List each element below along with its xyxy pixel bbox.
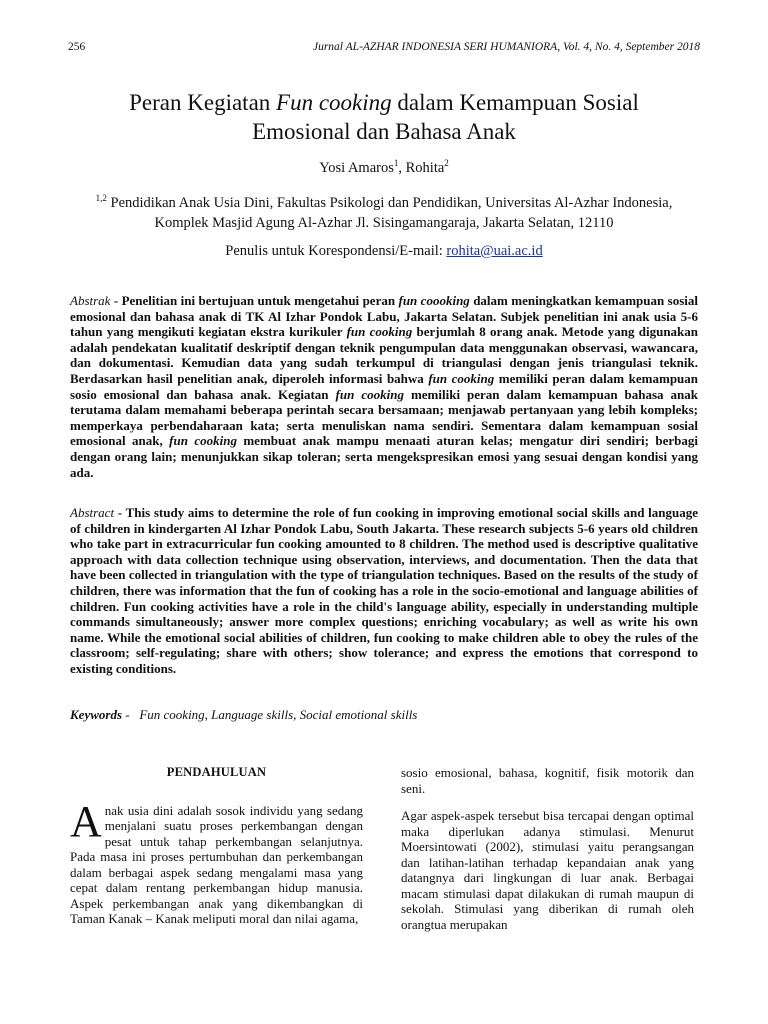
body-paragraph: Agar aspek-aspek tersebut bisa tercapai dengan optimal maka diperlukan adanya stimulasi. Menurut Moersintowati (2002), stimulasi yaitu perangsangan dan latihan-latihan terhadap kepandaian anak yang datangnya dari lingkungan di luar anak. Berbagai macam stimulasi dapat dilakukan di rumah maupun di sekolah. Stimulasi yang diberikan di rumah oleh orangtua merupakan — [401, 808, 694, 932]
affiliation — [70, 188, 698, 233]
abstract-term: fun cooking — [169, 433, 237, 449]
email-link[interactable]: rohita@uai.ac.id — [446, 243, 543, 259]
affiliation-mark: 1,2 — [95, 193, 107, 203]
abstract-text: - Penelitian ini bertujuan untuk mengetahui peran — [110, 293, 399, 308]
correspondence — [70, 243, 698, 260]
title-part-2: dalam Kemampuan Sosial — [391, 90, 639, 115]
body-paragraph-text: nak usia dini adalah sosok individu yang sedang menjalani suatu proses perkembangan dengan pesat untuk tahap perkembangan selanjutnya. Pada masa ini proses pertumbuhan dan perkembangan dalam berbagai aspek sedang mengalami masa yang cepat dalam rentang perkembangan hidup manusia. Aspek perkembangan anak yang dikembangkan di Taman Kanak – Kanak meliputi moral dan nilai agama, — [70, 802, 363, 926]
paper-title — [70, 88, 698, 146]
body-column-left — [70, 765, 363, 939]
body-paragraph — [70, 796, 363, 927]
body-column-right — [401, 765, 694, 944]
running-head — [68, 41, 700, 53]
title-part-1: Peran Kegiatan — [129, 90, 277, 115]
author-1-affil-mark: 1 — [393, 158, 399, 168]
author-1: Yosi Amaros — [319, 159, 394, 176]
correspondence-label: Penulis untuk Korespondensi/E-mail: — [225, 243, 447, 259]
author-2: Rohita — [405, 159, 445, 176]
abstract-en-text: - This study aims to determine the role of fun cooking in improving emotional social skills and language of children in kindergarten Al Izhar Pondok Labu, South Jakarta. These research subjects 5-6 years old children who take part in extracurricular fun cooking amounted to 8 children. The method used is descriptive qualitative approach with data collection technique using observation, interviews, and documentation. Then the data that have been collected in triangulation with the type of triangulation techniques. Based on the results of the study of children, there was information that the fun of cooking has a role in the socio-emotional and language abilities of children. Fun cooking activities have a role in the child's language ability, especially in understanding multiple commands simultaneously; answer more complex questions; enriching vocabulary; as well as write his own name. While the emotional social abilities of children, fun cooking to make children able to obey the rules of the classroom; self-regulating; share with others; show tolerance; and express the emotions that correspond to existing conditions. — [70, 505, 698, 676]
abstract-text: memiliki peran dalam kemampuan sosio emosional dan bahasa anak. Kegiatan — [70, 370, 699, 402]
abstract-en-label: Abstract — [70, 505, 115, 520]
abstract-indonesian — [70, 293, 698, 480]
abstract-text: berjumlah 8 orang anak. Metode yang digunakan adalah pendekatan kualitatif deskriptif dengan teknik pengumpulan data menggunakan observasi, wawancara, dan dokumentasi. Kemudian data yang sudah terkumpul di triangulasi dengan jenis triangulasi teknik. Berdasarkan hasil penelitian anak, diperoleh informasi bahwa — [70, 324, 699, 386]
author-2-affil-mark: 2 — [444, 158, 449, 168]
affiliation-line-1: Pendidikan Anak Usia Dini, Fakultas Psikologi dan Pendidikan, Universitas Al-Azhar Indonesia, — [106, 194, 673, 211]
keywords-label: Keywords — [70, 707, 122, 722]
keywords-separator: - — [122, 707, 140, 722]
title-line-2: Emosional dan Bahasa Anak — [252, 119, 516, 144]
abstract-term: fun cooking — [335, 386, 404, 402]
abstract-text: membuat anak mampu menaati aturan kelas; mengatur diri sendiri; berbagi dengan orang lain; menunjukkan sikap toleran; serta mengekspresikan emosi yang sesuai dengan kondisi yang ada. — [70, 433, 698, 480]
author-list — [70, 158, 698, 177]
keywords — [70, 707, 698, 723]
title-italic: Fun cooking — [276, 90, 392, 115]
abstract-english — [70, 505, 698, 677]
body-paragraph: sosio emosional, bahasa, kognitif, fisik motorik dan seni. — [401, 765, 694, 796]
journal-citation: Jurnal AL-AZHAR INDONESIA SERI HUMANIORA, Vol. 4, No. 4, September 2018 — [312, 41, 700, 53]
abstract-text: memiliki peran dalam kemampuan bahasa anak terutama dalam memahami beberapa perintah secara bersamaan; menjawab pertanyaan yang lebih kompleks; memperkaya perbendaharaan kata; serta menuliskan nama sendiri. Sementara dalam kemampuan sosial emosional anak, — [70, 386, 699, 449]
section-heading: PENDAHULUAN — [166, 765, 267, 779]
page-number: 256 — [68, 41, 86, 53]
keywords-text: Fun cooking, Language skills, Social emotional skills — [139, 707, 418, 722]
abstract-term: fun cooking — [428, 370, 495, 386]
affiliation-line-2: Komplek Masjid Agung Al-Azhar Jl. Sisingamangaraja, Jakarta Selatan, 12110 — [154, 214, 614, 231]
author-separator: , — [398, 159, 406, 176]
abstract-label: Abstrak — [70, 293, 111, 308]
abstract-text: dalam meningkatkan kemampuan sosial emosional dan bahasa anak di TK Al Izhar Pondok Labu, Jakarta Selatan. Subjek penelitian ini anak usia 5-6 tahun yang mengikuti kegiatan ekstra kurikuler — [70, 293, 698, 340]
abstract-term: fun cooking — [346, 324, 413, 340]
drop-cap: A — [70, 796, 102, 846]
abstract-term: fun coooking — [398, 293, 470, 308]
